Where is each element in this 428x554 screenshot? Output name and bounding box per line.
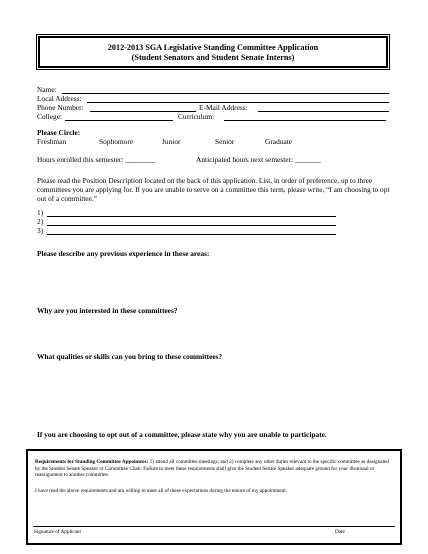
college-label: College: [37, 112, 63, 121]
choice-2-field[interactable] [47, 225, 336, 226]
instructions-paragraph: Please read the Position Description located on the back of this application. List, in order of preference, up to three committees you are applying for. If you are unable to serve on a committee this term, please write, “I am choosing to opt out of a committee.” [37, 176, 390, 203]
option-senior[interactable]: Senior [215, 137, 235, 146]
choice-3-label: 3) [37, 226, 44, 235]
option-sophomore[interactable]: Sophomore [99, 137, 134, 146]
choice-2-label: 2) [37, 217, 44, 226]
question-interest: Why are you interested in these committees? [37, 306, 178, 315]
local-address-label: Local Address: [37, 94, 82, 103]
name-field[interactable] [62, 93, 389, 94]
question-skills: What qualities or skills can you bring to these committees? [37, 352, 223, 361]
curriculum-field[interactable] [224, 120, 386, 121]
title-line-2: (Student Senators and Student Senate Interns) [131, 53, 295, 62]
choice-3-field[interactable] [47, 234, 336, 235]
hours-enrolled: Hours enrolled this semester: ________ [37, 155, 155, 164]
title-line-1: 2012-2013 SGA Legislative Standing Committee Application [107, 43, 319, 52]
email-label: E-Mail Address: [199, 103, 248, 112]
requirements-text [35, 459, 395, 479]
option-graduate[interactable]: Graduate [265, 137, 293, 146]
signature-line[interactable] [33, 526, 395, 527]
date-label: Date [335, 529, 345, 535]
title-box [38, 36, 388, 68]
choice-1-field[interactable] [47, 216, 336, 217]
acknowledgement-text: I have read the above requirements and am willing to meet all of these expectations during the tenure of my appointment. [35, 488, 287, 494]
option-junior[interactable]: Junior [162, 137, 181, 146]
circle-heading: Please Circle: [37, 128, 81, 137]
email-field[interactable] [258, 111, 389, 112]
signature-label: Signature of Applicant [34, 529, 81, 535]
requirements-lead: Requirements for Standing Committee Appointees: [35, 459, 149, 465]
question-experience: Please describe any previous experience in these areas: [37, 249, 210, 258]
option-freshman[interactable]: Freshman [37, 137, 67, 146]
choice-1-label: 1) [37, 208, 44, 217]
hours-anticipated: Anticipated hours next semester: _______ [196, 155, 321, 164]
requirements-body: 1) attend all committee meetings; and 2) complete any other duties relevant to the specific committee as designated by the Student Senate Speaker or Committee Chair. Failure to meet these requirements shall give the Student Senate Speaker adequate ground for your dismissal or reassignment to another committee. [35, 459, 389, 479]
phone-label: Phone Number: [37, 103, 84, 112]
requirements-box [26, 449, 402, 545]
college-field[interactable] [65, 120, 173, 121]
curriculum-label: Curriculum: [178, 112, 215, 121]
question-opt-out: If you are choosing to opt out of a committee, please state why you are unable to participate. [37, 430, 327, 439]
name-label: Name: [37, 85, 57, 94]
